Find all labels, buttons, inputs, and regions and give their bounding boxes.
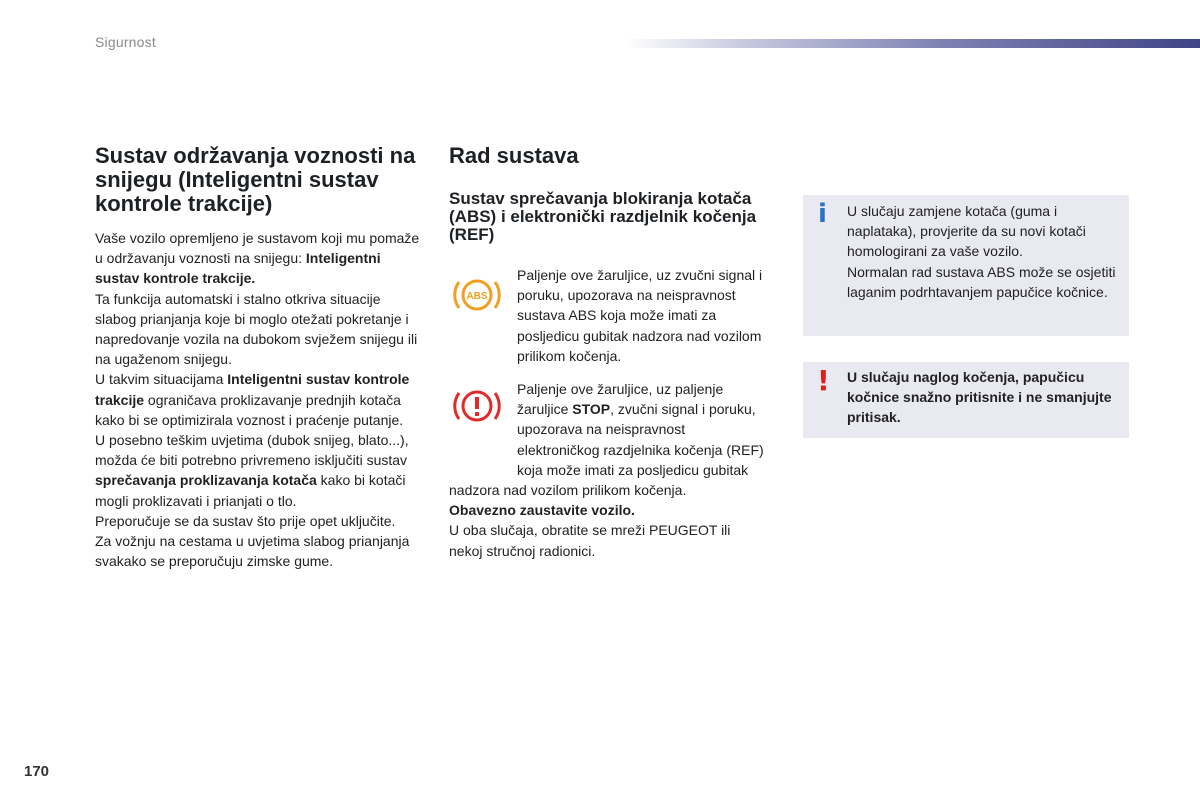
system-operation-title: Rad sustava: [449, 143, 579, 168]
info-notice-text-2: Normalan rad sustava ABS može se osjetiti laganim podrhtavanjem papučice kočnice.: [847, 263, 1116, 300]
paragraph-detection: Ta funkcija automatski i stalno otkriva situacije slabog prianjanja koje bi moglo otežati pokretanje i napredovanje vozila na dubokom svježem snijegu ili na ugaženom snijegu.: [95, 290, 418, 368]
info-icon: i: [818, 199, 827, 229]
paragraph-winter-tyres: Za vožnju na cestama u uvjetima slabog prianjanja svakako se preporučuju zimske gume.: [95, 533, 410, 570]
section-title: Sigurnost: [95, 34, 156, 50]
ref-warning-block: [449, 379, 764, 561]
lamp-spacer: [449, 265, 517, 346]
ref-warning-text: Paljenje ove žaruljice, uz paljenje žaruljice STOP, zvučni signal i poruku, upozorava na neispravnost elektroničkog razdjelnika kočenja (REF) koja može imati za posljedicu gubitak nadzora nad vozilom prilikom kočenja.: [449, 381, 764, 499]
paragraph-difficult-conditions: U posebno teškim uvjetima (dubok snijeg, blato...), možda će biti potrebno privremeno isključiti sustav sprečavanja proklizavanja kotača kako bi kotači mogli proklizavati i prianjati o tlo.: [95, 432, 409, 509]
abs-ref-subtitle: Sustav sprečavanja blokiranja kotača (ABS) i elektronički razdjelnik kočenja (REF): [449, 189, 757, 244]
contact-dealer-text: U oba slučaja, obratite se mreži PEUGEOT ili nekoj stručnoj radionici.: [449, 522, 731, 559]
page-number: 170: [24, 763, 50, 780]
info-notice: [803, 195, 1129, 336]
traction-control-text: [95, 228, 425, 571]
header-gradient-bar: [625, 39, 1200, 48]
traction-control-title: Sustav održavanja voznosti na snijegu (Inteligentni sustav kontrole trakcije): [95, 143, 416, 216]
stop-vehicle-note: Obavezno zaustavite vozilo.: [449, 502, 635, 519]
middle-column: [449, 144, 764, 561]
abs-warning-text: Paljenje ove žaruljice, uz zvučni signal i poruku, upozorava na neispravnost sustava ABS koja može imati za posljedicu gubitak nadzora nad vozilom prilikom kočenja.: [517, 267, 763, 364]
abs-lamp-label: ABS: [466, 291, 488, 302]
warning-notice: [803, 362, 1129, 438]
paragraph-intro: Vaše vozilo opremljeno je sustavom koji mu pomaže u održavanju voznosti na snijegu: Inteligentni sustav kontrole trakcije.: [95, 230, 420, 287]
warning-icon: !: [817, 364, 830, 397]
paragraph-reactivate: Preporučuje se da sustav što prije opet uključite.: [95, 512, 396, 529]
info-notice-text-1: U slučaju zamjene kotača (guma i naplataka), provjerite da su novi kotači homologirani za vaše vozilo.: [847, 203, 1086, 260]
warning-notice-text: U slučaju naglog kočenja, papučicu kočnice snažno pritisnite i ne smanjujte pritisak.: [847, 369, 1112, 426]
brake-warning-lamp-icon: [449, 384, 505, 428]
left-column: [95, 144, 425, 571]
abs-warning-block: [449, 265, 764, 366]
paragraph-situations: U takvim situacijama Inteligentni sustav kontrole trakcije ograničava proklizavanje prednjih kotača kako bi se optimizirala voznost i praćenje putanje.: [95, 371, 410, 428]
